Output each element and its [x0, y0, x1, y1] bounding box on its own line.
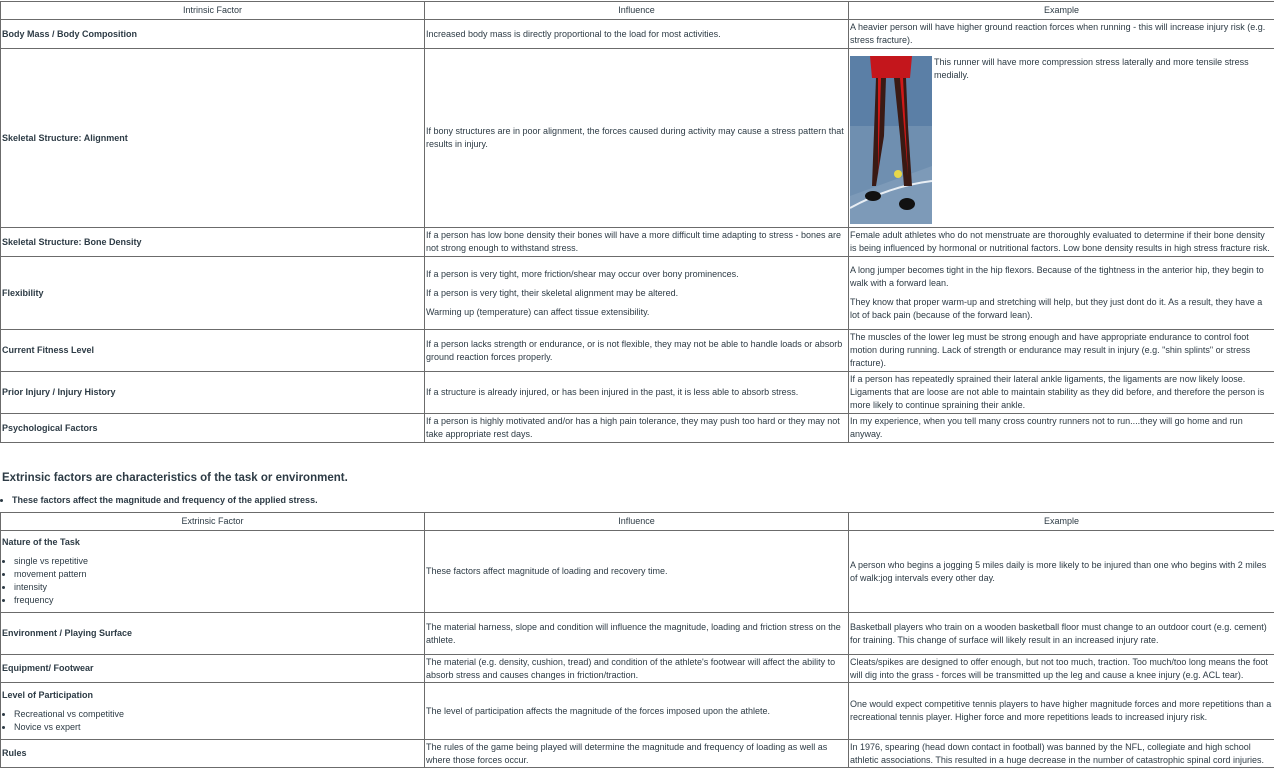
- table-row: [1, 372, 1274, 414]
- table-row: [1, 228, 1274, 257]
- example-text: Female adult athletes who do not menstruate are thoroughly evaluated to determine if their bone density is being influenced by hormonal or nutritional factors. Low bone density results in high stress fracture risk.: [850, 230, 1270, 253]
- table-row: [1, 683, 1274, 740]
- influence-text: If a person is very tight, their skeletal alignment may be altered.: [426, 287, 679, 298]
- example-cell: [849, 20, 1274, 49]
- extrinsic-heading: Extrinsic factors are characteristics of the task or environment.: [2, 472, 348, 484]
- table-row: [1, 49, 1274, 228]
- factor-name: Nature of the Task: [2, 537, 80, 547]
- influence-text: If a person is very tight, more friction/shear may occur over bony prominences.: [426, 268, 739, 279]
- influence-text: If a structure is already injured, or has been injured in the past, it is less able to absorb stress.: [426, 387, 799, 397]
- example-cell: [849, 49, 1274, 228]
- example-cell: Basketball players who train on a wooden basketball floor must change to an outdoor court (e.g. cement) for training. This change of surface will likely result in an increased injury rate.: [849, 613, 1274, 655]
- header-example: Example: [849, 513, 1274, 531]
- table-row: [1, 20, 1274, 49]
- table-row: [1, 414, 1274, 443]
- factor-cell: Psychological Factors: [1, 414, 425, 443]
- list-item: • intensity: [14, 581, 423, 594]
- extrinsic-bullet-list: [0, 494, 318, 507]
- list-item: • single vs repetitive: [14, 555, 423, 568]
- influence-text: If bony structures are in poor alignment, the forces caused during activity may cause a stress pattern that results in injury.: [426, 126, 844, 149]
- influence-cell: [425, 330, 849, 372]
- example-cell: [849, 330, 1274, 372]
- example-text: In my experience, when you tell many cross country runners not to run....they will go home and run anyway.: [850, 416, 1243, 439]
- table-row: [1, 531, 1274, 613]
- factor-cell: Current Fitness Level: [1, 330, 425, 372]
- factor-cell: [1, 531, 425, 613]
- influence-cell: [425, 257, 849, 330]
- influence-cell: [425, 414, 849, 443]
- header-influence: Influence: [425, 2, 849, 20]
- header-factor: Intrinsic Factor: [1, 2, 425, 20]
- example-cell: In 1976, spearing (head down contact in football) was banned by the NFL, collegiate and high school athletic associations. This resulted in a huge decrease in the number of catastrophic spinal cord injuries.: [849, 740, 1274, 768]
- factor-subitems: [2, 555, 423, 607]
- example-text: This runner will have more compression stress laterally and more tensile stress medially.: [934, 57, 1249, 80]
- table-row: [1, 613, 1274, 655]
- factor-subitems: [2, 708, 423, 734]
- factor-cell: Skeletal Structure: Alignment: [1, 49, 425, 228]
- extrinsic-bullet: • These factors affect the magnitude and frequency of the applied stress.: [12, 494, 318, 507]
- factor-name: Level of Participation: [2, 689, 94, 700]
- example-cell: A person who begins a jogging 5 miles daily is more likely to be injured than one who begins with 2 miles of walk:jog intervals every other day.: [849, 531, 1274, 613]
- table-row: [1, 740, 1274, 768]
- table-header-row: [1, 513, 1274, 531]
- factor-cell: Flexibility: [1, 257, 425, 330]
- factor-cell: Rules: [1, 740, 425, 768]
- runner-photo: [850, 56, 932, 224]
- influence-text: If a person is highly motivated and/or has a high pain tolerance, they may push too hard or they may not take appropriate rest days.: [426, 416, 840, 439]
- influence-text: Increased body mass is directly proportional to the load for most activities.: [426, 28, 721, 39]
- influence-text: If a person has low bone density their bones will have a more difficult time adapting to stress - bones are not strong enough to withstand stress.: [426, 230, 842, 253]
- list-item: • frequency: [14, 594, 423, 607]
- example-text: If a person has repeatedly sprained their lateral ankle ligaments, the ligaments are now likely loose. Ligaments that are loose are not able to maintain stability as they did before, and therefore the person is more likely to continue spraining their ankle.: [850, 374, 1265, 410]
- header-influence: Influence: [425, 513, 849, 531]
- factor-cell: Prior Injury / Injury History: [1, 372, 425, 414]
- example-text: A heavier person will have higher ground reaction forces when running - this will increase injury risk (e.g. stress fracture).: [850, 22, 1266, 45]
- factor-cell: Equipment/ Footwear: [1, 655, 425, 683]
- table-row: [1, 257, 1274, 330]
- extrinsic-factors-table: [0, 512, 1274, 768]
- table-row: [1, 655, 1274, 683]
- example-cell: One would expect competitive tennis players to have higher magnitude forces and more repetitions than a recreational tennis player. Higher force and more repetitions leads to increased injury risk.: [849, 683, 1274, 740]
- influence-text: If a person lacks strength or endurance, or is not flexible, they may not be able to handle loads or absorb ground reaction forces properly.: [426, 338, 843, 362]
- example-cell: [849, 228, 1274, 257]
- influence-text: Warming up (temperature) can affect tissue extensibility.: [426, 306, 650, 317]
- influence-cell: The material harness, slope and condition will influence the magnitude, loading and friction stress on the athlete.: [425, 613, 849, 655]
- example-cell: Cleats/spikes are designed to offer enough, but not too much, traction. Too much/too long means the foot will dig into the grass - forces will be transmitted up the leg and cause a knee injury (e.g. ACL tear).: [849, 655, 1274, 683]
- example-cell: [849, 372, 1274, 414]
- table-header-row: [1, 2, 1274, 20]
- factor-cell: Skeletal Structure: Bone Density: [1, 228, 425, 257]
- influence-cell: The level of participation affects the magnitude of the forces imposed upon the athlete.: [425, 683, 849, 740]
- influence-cell: [425, 372, 849, 414]
- factor-cell: Environment / Playing Surface: [1, 613, 425, 655]
- example-text: The muscles of the lower leg must be strong enough and have appropriate endurance to control foot motion during running. Lack of strength or endurance may result in injury (e.g. "shin splints" or stress fracture).: [850, 332, 1251, 368]
- header-factor: Extrinsic Factor: [1, 513, 425, 531]
- influence-cell: [425, 228, 849, 257]
- example-text: A long jumper becomes tight in the hip flexors. Because of the tightness in the anterior hip, they begin to walk with a forward lean.: [850, 265, 1264, 288]
- list-item: • Novice vs expert: [14, 721, 423, 734]
- influence-cell: [425, 20, 849, 49]
- example-cell: [849, 257, 1274, 330]
- influence-cell: The rules of the game being played will determine the magnitude and frequency of loading as well as where those forces occur.: [425, 740, 849, 768]
- influence-cell: These factors affect magnitude of loading and recovery time.: [425, 531, 849, 613]
- intrinsic-factors-table: [0, 1, 1274, 443]
- example-cell: [849, 414, 1274, 443]
- factor-cell: [1, 683, 425, 740]
- factor-cell: Body Mass / Body Composition: [1, 20, 425, 49]
- list-item: • Recreational vs competitive: [14, 708, 423, 721]
- list-item: • movement pattern: [14, 568, 423, 581]
- influence-cell: The material (e.g. density, cushion, tread) and condition of the athlete's footwear will affect the ability to absorb stress and causes changes in friction/traction.: [425, 655, 849, 683]
- header-example: Example: [849, 2, 1274, 20]
- table-row: [1, 330, 1274, 372]
- influence-cell: [425, 49, 849, 228]
- example-text: They know that proper warm-up and stretching will help, but they just dont do it. As a result, they have a lot of back pain (because of the forward lean).: [850, 297, 1263, 320]
